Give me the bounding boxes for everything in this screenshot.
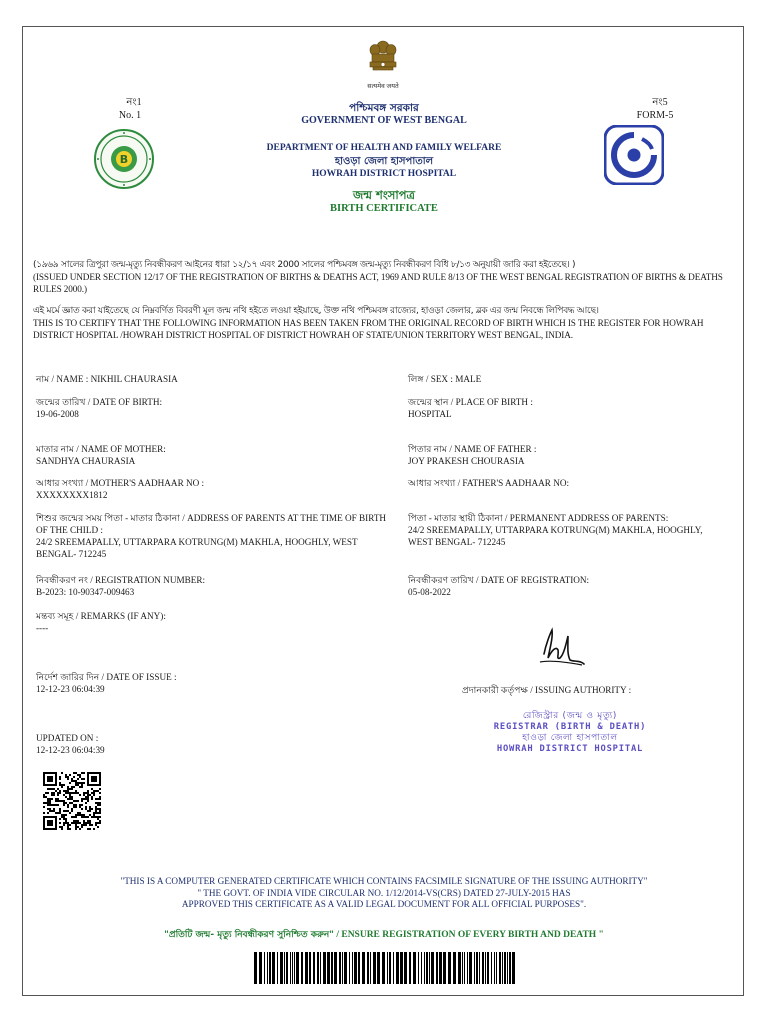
issuing-authority-label: প্রদানকারী কর্তৃপক্ষ / ISSUING AUTHORITY : [462,685,632,695]
father-name-label: পিতার নাম / NAME OF FATHER : [408,444,537,454]
father-name-value: JOY PRAKESH CHOURASIA [408,456,525,466]
certify-statement-bn: এই মর্মে জ্ঞাত করা যাইতেছে যে নিম্নবর্ণিত বিবরণী মূল জন্ম নথি হইতে লওয়া হইয়াছে, উক্ত নথি পশ্চিমবঙ্গ রাজ্যের, হাওড়া জেলার, ব্লক এর জন্ম নিবন্ধে লিপিবদ্ধ আছে। [33,306,599,316]
certify-statement-en: THIS IS TO CERTIFY THAT THE FOLLOWING INFORMATION HAS BEEN TAKEN FROM THE ORIGINAL RECORD OF BIRTH WHICH IS THE REGISTER FOR HOWRAH DISTRICT HOSPITAL /HOWRAH DISTRICT HOSPITAL OF DISTRICT HOWRAH OF STATE/UNION TERRITORY WEST BENGAL, INDIA. [33,317,704,340]
registration-number-label: নিবন্ধীকরণ নং / REGISTRATION NUMBER: [36,575,206,585]
qr-code-icon [43,772,101,830]
left-number-bn: নং1 [126,97,142,108]
valid-document-note: APPROVED THIS CERTIFICATE AS A VALID LEGAL DOCUMENT FOR ALL OFFICIAL PURPOSES". [181,899,587,909]
issued-under-bn: (১৯৬৯ সালের ত্রিপুরা জন্ম-মৃত্যু নিবন্ধীকরণ আইনের ধারা ১২/১৭ এবং 2000 সালের পশ্চিমবঙ্গ জন্ম-মৃত্যু নিবন্ধীকরণ বিধি ৮/১৩ অনুযায়ী জারি করা হইতেছে। ) [33,260,576,270]
west-bengal-seal [93,128,155,190]
issued-under-en: (ISSUED UNDER SECTION 12/17 OF THE REGISTRATION OF BIRTHS & DEATHS ACT, 1969 AND RULE 8/13 OF THE WEST BENGAL REGISTRATION OF BIRTHS & DEATHS RULES 2000.) [33,271,723,294]
pob-label: জন্মের স্থান / PLACE OF BIRTH : [408,397,533,407]
ensure-registration-bn: "প্রতিটি জন্ম- মৃত্যু নিবন্ধীকরণ সুনিশ্চিত করুন" [164,930,334,940]
west-bengal-seal-icon [93,128,155,190]
ensure-registration-en: / ENSURE REGISTRATION OF EVERY BIRTH AND DEATH " [333,930,604,940]
issue-date-label: নির্দেশ জারির দিন / DATE OF ISSUE : [36,672,177,682]
left-number-en: No. 1 [118,110,142,121]
department-name: DEPARTMENT OF HEALTH AND FAMILY WELFARE [266,143,502,153]
registration-date-value: 05-08-2022 [408,587,451,597]
qr-code[interactable] [43,772,101,830]
signature-icon [536,624,588,668]
right-number-bn: নং5 [652,97,668,108]
mother-aadhaar-value: XXXXXXXX1812 [36,490,108,500]
issue-date-value: 12-12-23 06:04:39 [36,684,105,694]
barcode [252,952,516,984]
updated-on-value: 12-12-23 06:04:39 [36,745,105,755]
national-emblem-icon [360,38,406,78]
computer-generated-note: "THIS IS A COMPUTER GENERATED CERTIFICATE WHICH CONTAINS FACSIMILE SIGNATURE OF THE ISSUING AUTHORITY" [120,876,648,886]
permanent-address-value: 24/2 SREEMAPALLY, UTTARPARA KOTRUNG(M) MAKHLA, HOOGHLY, WEST BENGAL- 712245 [408,525,703,547]
stamp-line-3: হাওড়া জেলা হাসপাতাল [522,733,618,743]
mother-aadhaar-label: আধার সংখ্যা / MOTHER'S AADHAAR NO : [36,478,205,488]
sex: লিঙ্গ / SEX : MALE [408,374,482,384]
stamp-line-4: HOWRAH DISTRICT HOSPITAL [496,744,644,754]
pob-value: HOSPITAL [408,409,452,419]
address-at-birth-value: 24/2 SREEMAPALLY, UTTARPARA KOTRUNG(M) MAKHLA, HOOGHLY, WEST BENGAL- 712245 [36,537,358,559]
ensure-registration [34,929,734,941]
dob-label: জন্মের তারিখ / DATE OF BIRTH: [36,397,163,407]
govt-name-en: GOVERNMENT OF WEST BENGAL [301,115,467,126]
hospital-name-bn: হাওড়া জেলা হাসপাতাল [334,156,434,167]
govt-name-bn: পশ্চিমবঙ্গ সরকার [349,102,419,114]
permanent-address-label: পিতা - মাতার স্থায়ী ঠিকানা / PERMANENT ADDRESS OF PARENTS: [408,513,669,523]
certificate-title-bn: জন্ম শংসাপত্র [353,188,415,202]
barcode-icon [252,952,516,984]
certificate-title-en: BIRTH CERTIFICATE [330,203,438,214]
dob-value: 19-06-2008 [36,409,79,419]
mother-name-label: মাতার নাম / NAME OF MOTHER: [36,444,166,454]
signature [536,624,588,668]
address-at-birth-label: শিশুর জন্মের সময় পিতা - মাতার ঠিকানা / ADDRESS OF PARENTS AT THE TIME OF BIRTH OF THE CHILD : [36,513,387,535]
national-emblem [360,38,406,90]
remarks-label: মন্তব্য সমূহ / REMARKS (IF ANY): [36,611,166,621]
remarks-value: ---- [36,623,49,633]
registration-date-label: নিবন্ধীকরণ তারিখ / DATE OF REGISTRATION: [408,575,590,585]
emblem-motto: सत्यमेव जयते [367,83,399,90]
circular-note: " THE GOVT. OF INDIA VIDE CIRCULAR NO. 1/12/2014-VS(CRS) DATED 27-JULY-2015 HAS [197,887,571,898]
stamp-line-2: REGISTRAR (BIRTH & DEATH) [493,722,647,732]
registration-number-value: B-2023: 10-90347-009463 [36,587,135,597]
stamp-line-1: রেজিস্ট্রার (জন্ম ও মৃত্যু) [522,711,618,721]
father-aadhaar-label: আধার সংখ্যা / FATHER'S AADHAAR NO: [408,478,570,488]
mother-name-value: SANDHYA CHAURASIA [36,456,136,466]
child-name: নাম / NAME : NIKHIL CHAURASIA [36,374,178,384]
right-number-en: FORM-5 [636,110,674,121]
hospital-name-en: HOWRAH DISTRICT HOSPITAL [311,169,457,179]
updated-on-label: UPDATED ON : [36,733,99,743]
crs-logo [604,125,664,185]
svg-text:B: B [119,153,129,166]
registrar-stamp [450,711,690,755]
crs-logo-icon [604,125,664,185]
